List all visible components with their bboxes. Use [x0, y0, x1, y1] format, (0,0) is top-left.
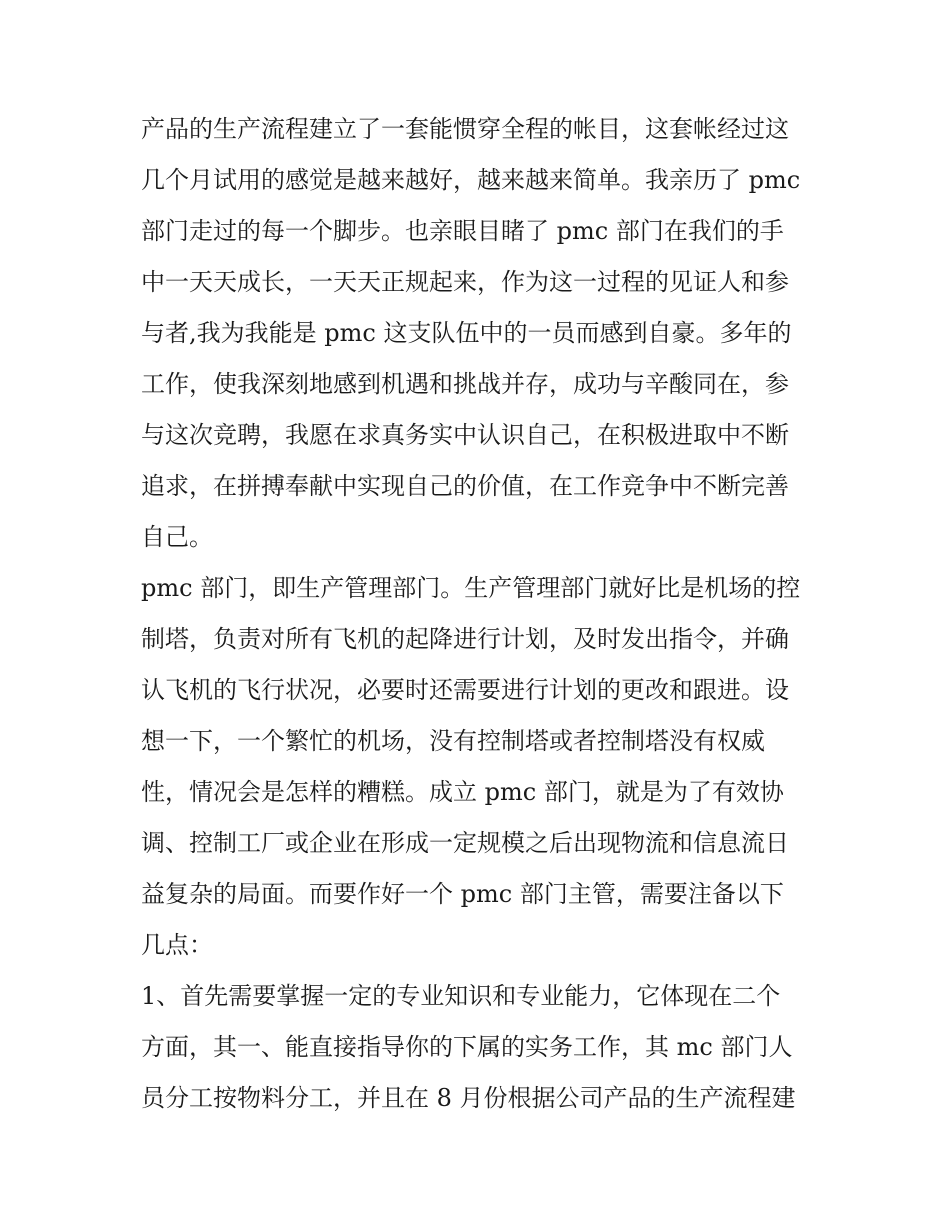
text-line: 产品的生产流程建立了一套能惯穿全程的帐目，这套帐经过这: [141, 115, 789, 143]
text-line: 制塔，负责对所有飞机的起降进行计划，及时发出指令，并确: [141, 625, 789, 653]
paragraph-1: [141, 104, 813, 563]
text-line: 益复杂的局面。而要作好一个 pmc 部门主管，需要注备以下: [141, 880, 784, 908]
text-line: 调、控制工厂或企业在形成一定规模之后出现物流和信息流日: [141, 829, 789, 857]
text-line: 与者,我为我能是 pmc 这支队伍中的一员而感到自豪。多年的: [141, 319, 792, 347]
text-line: 与这次竞聘，我愿在求真务实中认识自己，在积极进取中不断: [141, 421, 789, 449]
text-line: 追求，在拼搏奉献中实现自己的价值，在工作竞争中不断完善: [141, 472, 789, 500]
text-line: 认飞机的飞行状况，必要时还需要进行计划的更改和跟进。设: [141, 676, 789, 704]
document-body: [141, 104, 813, 1124]
text-line: 中一天天成长，一天天正规起来，作为这一过程的见证人和参: [141, 268, 789, 296]
text-line: 部门走过的每一个脚步。也亲眼目睹了 pmc 部门在我们的手: [141, 217, 784, 245]
text-line: 几个月试用的感觉是越来越好，越来越来简单。我亲历了 pmc: [141, 166, 801, 194]
text-line: 方面，其一、能直接指导你的下属的实务工作，其 mc 部门人: [141, 1033, 793, 1061]
text-line: 性，情况会是怎样的糟糕。成立 pmc 部门，就是为了有效协: [141, 778, 784, 806]
text-line: pmc 部门，即生产管理部门。生产管理部门就好比是机场的控: [141, 574, 801, 602]
text-line: 几点：: [141, 931, 213, 959]
paragraph-2: [141, 563, 813, 971]
paragraph-3: [141, 971, 813, 1124]
text-line: 员分工按物料分工，并且在 8 月份根据公司产品的生产流程建: [141, 1084, 796, 1112]
text-line: 自己。: [141, 523, 213, 551]
text-line: 工作，使我深刻地感到机遇和挑战并存，成功与辛酸同在，参: [141, 370, 789, 398]
text-line: 1、首先需要掌握一定的专业知识和专业能力，它体现在二个: [141, 982, 781, 1010]
text-line: 想一下，一个繁忙的机场，没有控制塔或者控制塔没有权威: [141, 727, 765, 755]
